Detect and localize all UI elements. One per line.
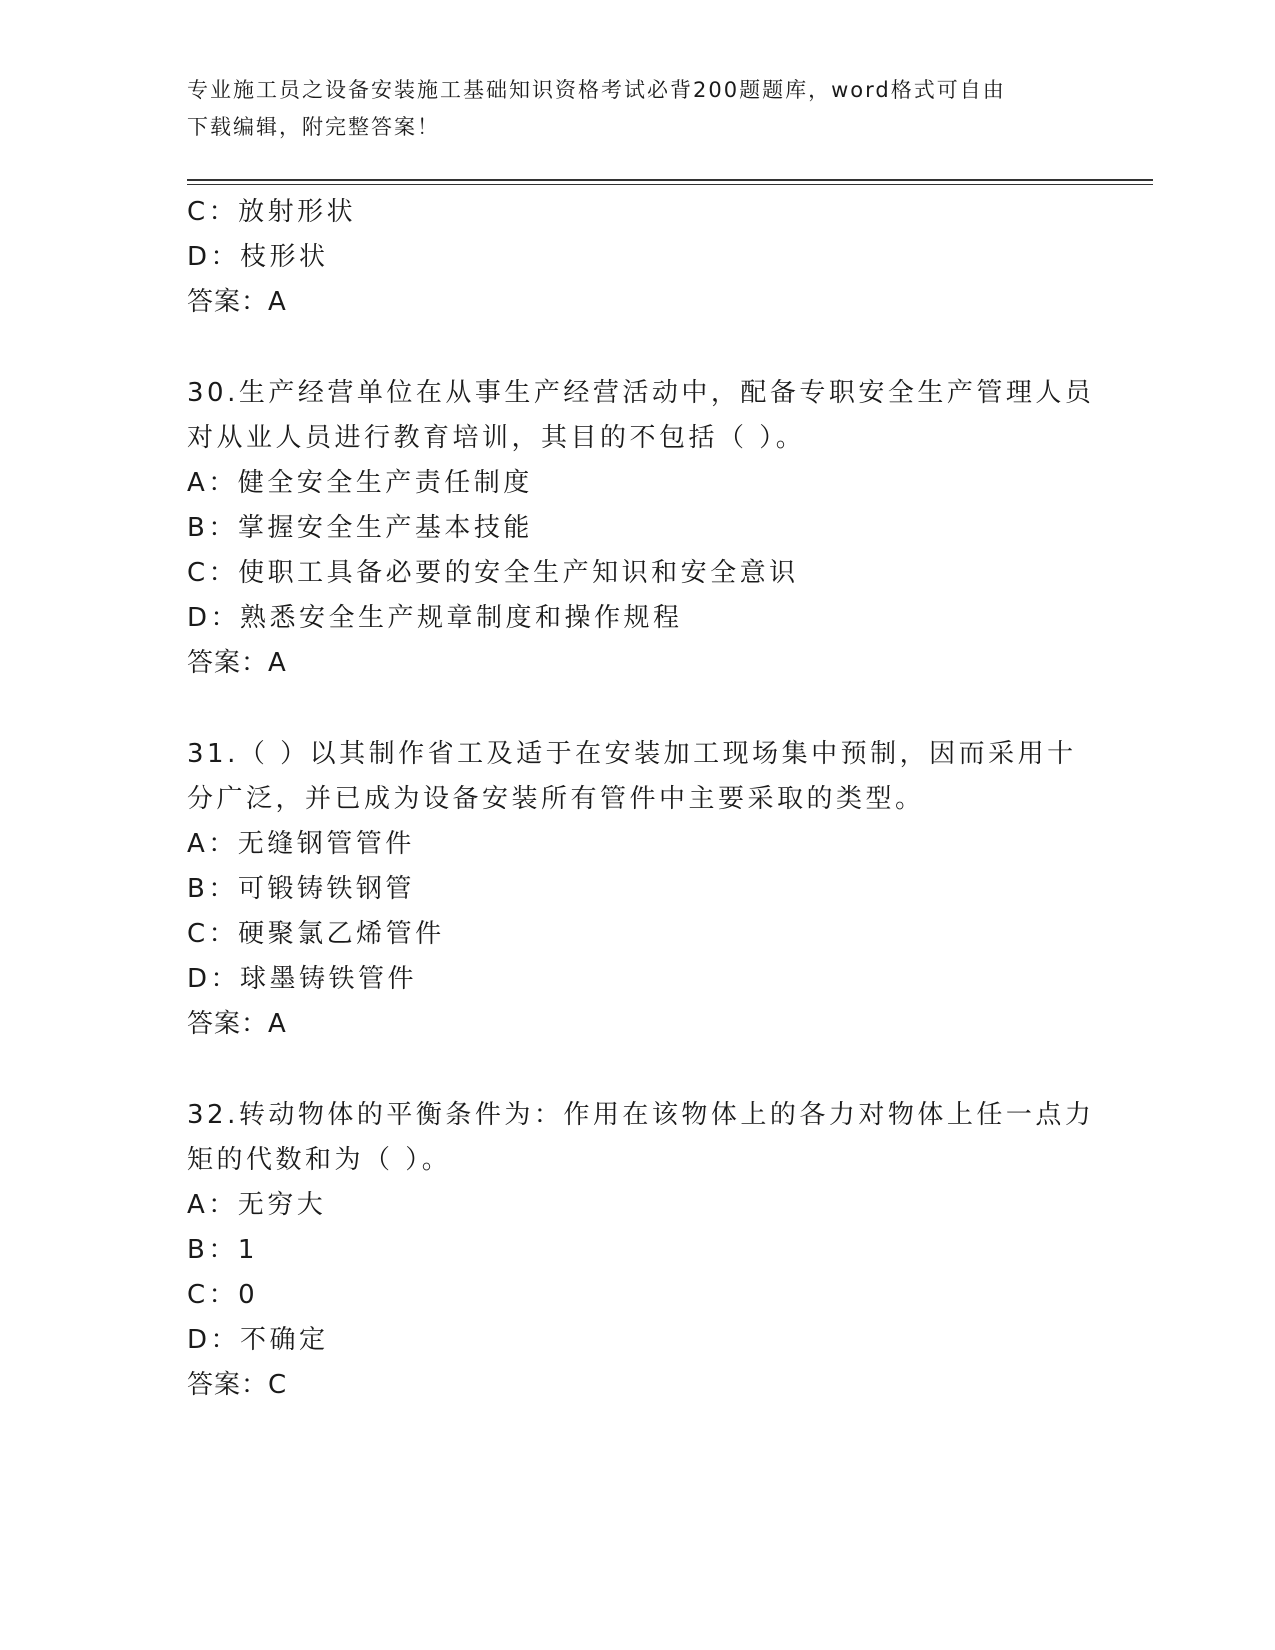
answer-line: 答案：A: [187, 287, 287, 317]
answer-line: 答案：A: [187, 648, 287, 678]
option-a: A：无缝钢管管件: [187, 829, 415, 859]
option-a: A：健全安全生产责任制度: [187, 468, 533, 498]
option-c: C：使职工具备必要的安全生产知识和安全意识: [187, 558, 799, 588]
answer-line: 答案：A: [187, 1009, 287, 1039]
question-30: [187, 371, 1095, 686]
option-c: C：硬聚氯乙烯管件: [187, 919, 445, 949]
question-stem-line: 矩的代数和为（ ）。: [187, 1145, 452, 1175]
question-content: [187, 190, 1095, 1408]
option-c: C：放射形状: [187, 197, 357, 227]
option-d: D：枝形状: [187, 242, 329, 272]
header-line-1: 专业施工员之设备安装施工基础知识资格考试必背200题题库，word格式可自由: [187, 78, 1006, 102]
question-stem-line: 30.生产经营单位在从事生产经营活动中，配备专职安全生产管理人员: [187, 378, 1095, 408]
answer-line: 答案：C: [187, 1370, 288, 1400]
header-divider-thin: [187, 184, 1153, 185]
option-c: C：0: [187, 1280, 259, 1310]
option-b: B：1: [187, 1235, 258, 1265]
option-b: B：可锻铸铁钢管: [187, 874, 415, 904]
question-32: [187, 1093, 1095, 1408]
option-a: A：无穷大: [187, 1190, 327, 1220]
document-header: [187, 72, 1087, 146]
option-d: D：熟悉安全生产规章制度和操作规程: [187, 603, 683, 633]
header-divider-thick: [187, 179, 1153, 181]
question-stem-line: 对从业人员进行教育培训，其目的不包括（ ）。: [187, 423, 806, 453]
option-d: D：不确定: [187, 1325, 329, 1355]
partial-question-29: [187, 190, 1087, 325]
question-stem-line: 分广泛，并已成为设备安装所有管件中主要采取的类型。: [187, 784, 925, 814]
question-stem-line: 31.（ ）以其制作省工及适于在安装加工现场集中预制，因而采用十: [187, 739, 1077, 769]
option-d: D：球墨铸铁管件: [187, 964, 418, 994]
option-b: B：掌握安全生产基本技能: [187, 513, 533, 543]
header-line-2: 下载编辑，附完整答案！: [187, 115, 440, 139]
question-stem-line: 32.转动物体的平衡条件为：作用在该物体上的各力对物体上任一点力: [187, 1100, 1095, 1130]
question-31: [187, 732, 1087, 1047]
